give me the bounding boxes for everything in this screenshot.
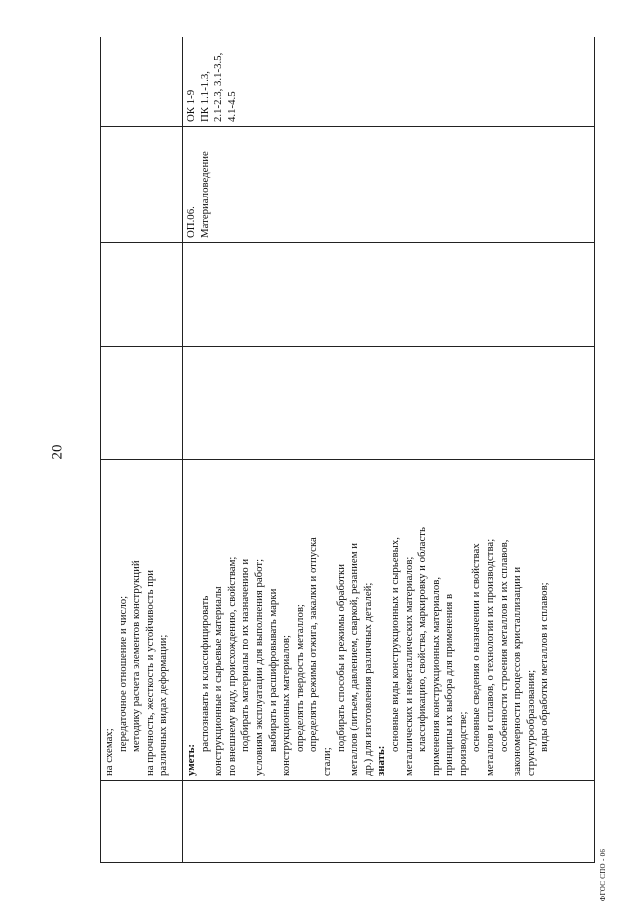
text-line: подбирать материалы по их назначению и [239,558,252,752]
cell-requirements-previous [101,460,183,781]
cell-requirements-materials [183,460,595,781]
cell-discipline-materials [183,127,595,243]
text-line: основные виды конструкционных и сырьевых, [388,537,401,752]
competency-line: 4.1-4.5 [225,91,238,122]
text-line: металлов (литьем, давлением, сваркой, резанием и [348,542,361,776]
cell-competencies-previous [101,37,183,127]
text-line: структурообразования; [524,669,537,776]
text-line: конструкционных материалов; [280,634,293,776]
text-line: выбирать и расшифровывать марки [266,588,279,752]
cell-discipline-previous [101,127,183,243]
text-line: на прочность, жесткость и устойчивость при [143,569,156,776]
text-line: основные сведения о назначении и свойствах [470,543,483,752]
text-line: др.) для изготовления различных деталей; [361,582,374,776]
text-line: металлических и неметаллических материалов; [402,556,415,776]
table-row-previous [101,37,183,863]
text-line: стали; [320,747,333,776]
text-line: особенности строения металлов и их сплавов, [497,539,510,752]
text-line: виды обработки металлов и сплавов; [538,582,551,752]
cell-index-materials [183,781,595,863]
text-line: конструкционные и сырьевые материалы [212,586,225,776]
curriculum-table-region [100,37,595,863]
text-line: по внешнему виду, происхождению, свойствам; [225,556,238,776]
table-row-materials [183,37,595,863]
text-line: классификацию, свойства, маркировку и область [416,527,429,752]
text-line: производстве; [456,711,469,776]
competency-line: 2.1-2.3, 3.1-3.5, [212,52,225,122]
curriculum-table [100,37,595,863]
text-line: передаточное отношение и число; [116,595,129,752]
text-line: методику расчета элементов конструкций [130,560,143,752]
discipline-code: ОП.06. [185,206,197,238]
text-line: подбирать способы и режимы обработки [334,563,347,752]
discipline-name: Материаловедение [198,151,211,238]
text-line: закономерности процессов кристаллизации и [511,566,524,776]
footer-code: ФГОС СПО - 06 [599,848,607,902]
text-line: металлов и сплавов, о технологии их производства; [484,538,497,776]
text-line: определять твердость металлов; [293,604,306,752]
cell-hours-required-materials [183,243,595,347]
knowledge-list [389,464,552,776]
competency-line: ПК 1.1-1.3, [198,71,211,122]
cell-hours-required-previous [101,243,183,347]
rotated-table-container [100,37,595,863]
skills-label: уметь: [185,743,197,776]
text-line: различных видах деформации; [157,634,170,776]
text-line: определять режимы отжига, закалки и отпуска [307,537,320,752]
page-number: 20 [49,444,66,460]
skills-list [199,464,376,776]
competency-line: ОК 1-9 [185,89,197,122]
text-line: принципы их выбора для применения в [443,593,456,776]
cell-competencies-materials [183,37,595,127]
text-line: распознавать и классифицировать [198,595,211,752]
knowledge-label: знать: [375,745,388,776]
text-line: условиям эксплуатации для выполнения работ; [252,558,265,776]
text-line: применения конструкционных материалов, [429,576,442,776]
text-line: на схемах; [103,728,115,776]
cell-hours-max-previous [101,347,183,460]
cell-index-previous [101,781,183,863]
cell-hours-max-materials [183,347,595,460]
